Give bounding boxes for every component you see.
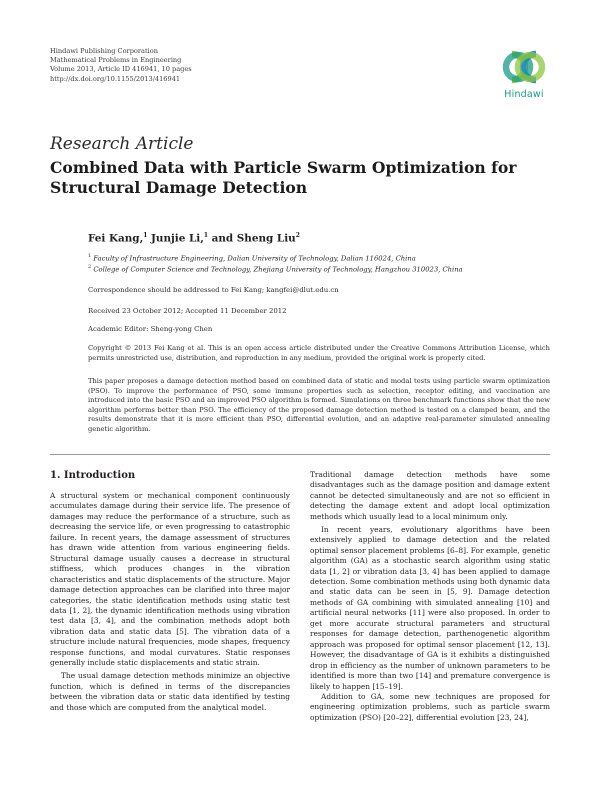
publisher-line: Hindawi Publishing Corporation (50, 47, 158, 55)
affiliation-sup: 2 (88, 264, 92, 270)
correspondence: Correspondence should be addressed to Fei Kang; kangfei@dlut.edu.cn (88, 286, 339, 294)
author-name: Fei Kang, (88, 232, 144, 245)
affiliation-text: Faculty of Infrastructure Engineering, Dalian University of Technology, Dalian 116024, China (91, 254, 416, 263)
academic-editor: Academic Editor: Sheng-yong Chen (88, 325, 213, 333)
hindawi-logo (498, 46, 550, 104)
body-paragraph: The usual damage detection methods minimize an objective function, which is defined in terms of the discrepancies between the vibration data or static data identified by testing and those which are computed from the analytical model. (50, 671, 290, 712)
author-sup: 1 (143, 232, 148, 239)
author-sup: 1 (203, 232, 209, 239)
affiliation-text: College of Computer Science and Technology, Zhejiang University of Technology, Hangzhou 310023, China (91, 265, 463, 274)
section-heading: 1. Introduction (50, 470, 136, 481)
journal-line: Mathematical Problems in Engineering (50, 56, 182, 65)
affiliation-sup: 1 (88, 253, 92, 259)
doi-line[interactable]: http://dx.doi.org/10.1155/2013/416941 (50, 74, 181, 83)
hindawi-logo-icon (498, 46, 550, 88)
logo-wordmark: Hindawi (504, 89, 544, 100)
body-column-right (310, 470, 550, 723)
body-paragraph: In recent years, evolutionary algorithms have been extensively applied to damage detection and the related optimal sensor placement problems [6–8]. For example, genetic algorithm (GA) as a stochastic search algorithm using static data [1, 2] or vibration data [3, 4] has been applied to damage detection. Some combination methods using both dynamic data and static data can be seen in [5, 9]. Damage detection methods of GA combining with simulated annealing [10] and artificial neural networks [11] were also proposed. In order to get more accurate structural parameters and structural responses for damage detection, parthenogenetic algorithm approach was proposed for optimal sensor placement [12, 13]. However, the disadvantage of GA is it exhibits a distinguished drop in efficiency as the number of unknown parameters to be identified is more than two [14] and premature convergence is likely to happen [15–19]. (310, 524, 550, 691)
article-type: Research Article (50, 134, 194, 154)
author-name: and Sheng Liu (208, 232, 296, 245)
section-divider (50, 454, 550, 455)
body-column-left (50, 491, 290, 713)
author-list (88, 232, 300, 244)
author-name: Junjie Li, (147, 232, 204, 245)
paper-title: Combined Data with Particle Swarm Optimization for Structural Damage Detection (50, 158, 517, 197)
author-sup: 2 (295, 232, 300, 239)
affiliation (88, 264, 463, 273)
copyright-notice: Copyright © 2013 Fei Kang et al. This is an open access article distributed under the Creative Commons Attribution License, which permits unrestricted use, distribution, and reproduction in any medium, provided the original work is properly cited. (88, 344, 550, 362)
abstract: This paper proposes a damage detection method based on combined data of static and modal tests using particle swarm optimization (PSO). To improve the performance of PSO, some immune properties such as selection, receptor editing, and vaccination are introduced into the basic PSO and an improved PSO algorithm is formed. Simulations on three benchmark functions show that the new algorithm performs better than PSO. The efficiency of the proposed damage detection method is tested on a clamped beam, and the results demonstrate that it is more efficient than PSO, differential evolution, and an adaptive real-parameter simulated annealing genetic algorithm. (88, 377, 550, 433)
body-paragraph: Traditional damage detection methods have some disadvantages such as the damage position and damage extent cannot be detected simultaneously and are not so efficient in detecting the damage extent and adopt local optimization methods which usually lead to a local minimum only. (310, 470, 550, 521)
body-paragraph: Addition to GA, some new techniques are proposed for engineering optimization problems, such as particle swarm optimization (PSO) [20–22], differential evolution [23, 24], (310, 692, 550, 722)
received-accepted-dates: Received 23 October 2012; Accepted 11 December 2012 (88, 307, 287, 315)
volume-line: Volume 2013, Article ID 416941, 10 pages (50, 65, 192, 74)
body-paragraph: A structural system or mechanical component continuously accumulates damage during their service life. The presence of damages may reduce the performance of a structure, such as decreasing the service life, or even progressing to catastrophic failure. In recent years, the damage assessment of structures has drawn wide attention from various engineering fields. Structural damage usually causes a decrease in structural stiffness, which produces changes in the vibration characteristics and static displacements of the structure. Major damage detection approaches can be clarified into three major categories, the static identification methods using static test data [1, 2], the dynamic identification methods using vibration test data [3, 4], and the combination methods adopt both vibration data and static data [5]. The vibration data of a structure include natural frequencies, mode shapes, frequency response functions, and modal curvatures. Static responses generally include static displacements and static strain. (50, 491, 290, 668)
affiliation (88, 253, 416, 262)
journal-header (50, 47, 192, 84)
